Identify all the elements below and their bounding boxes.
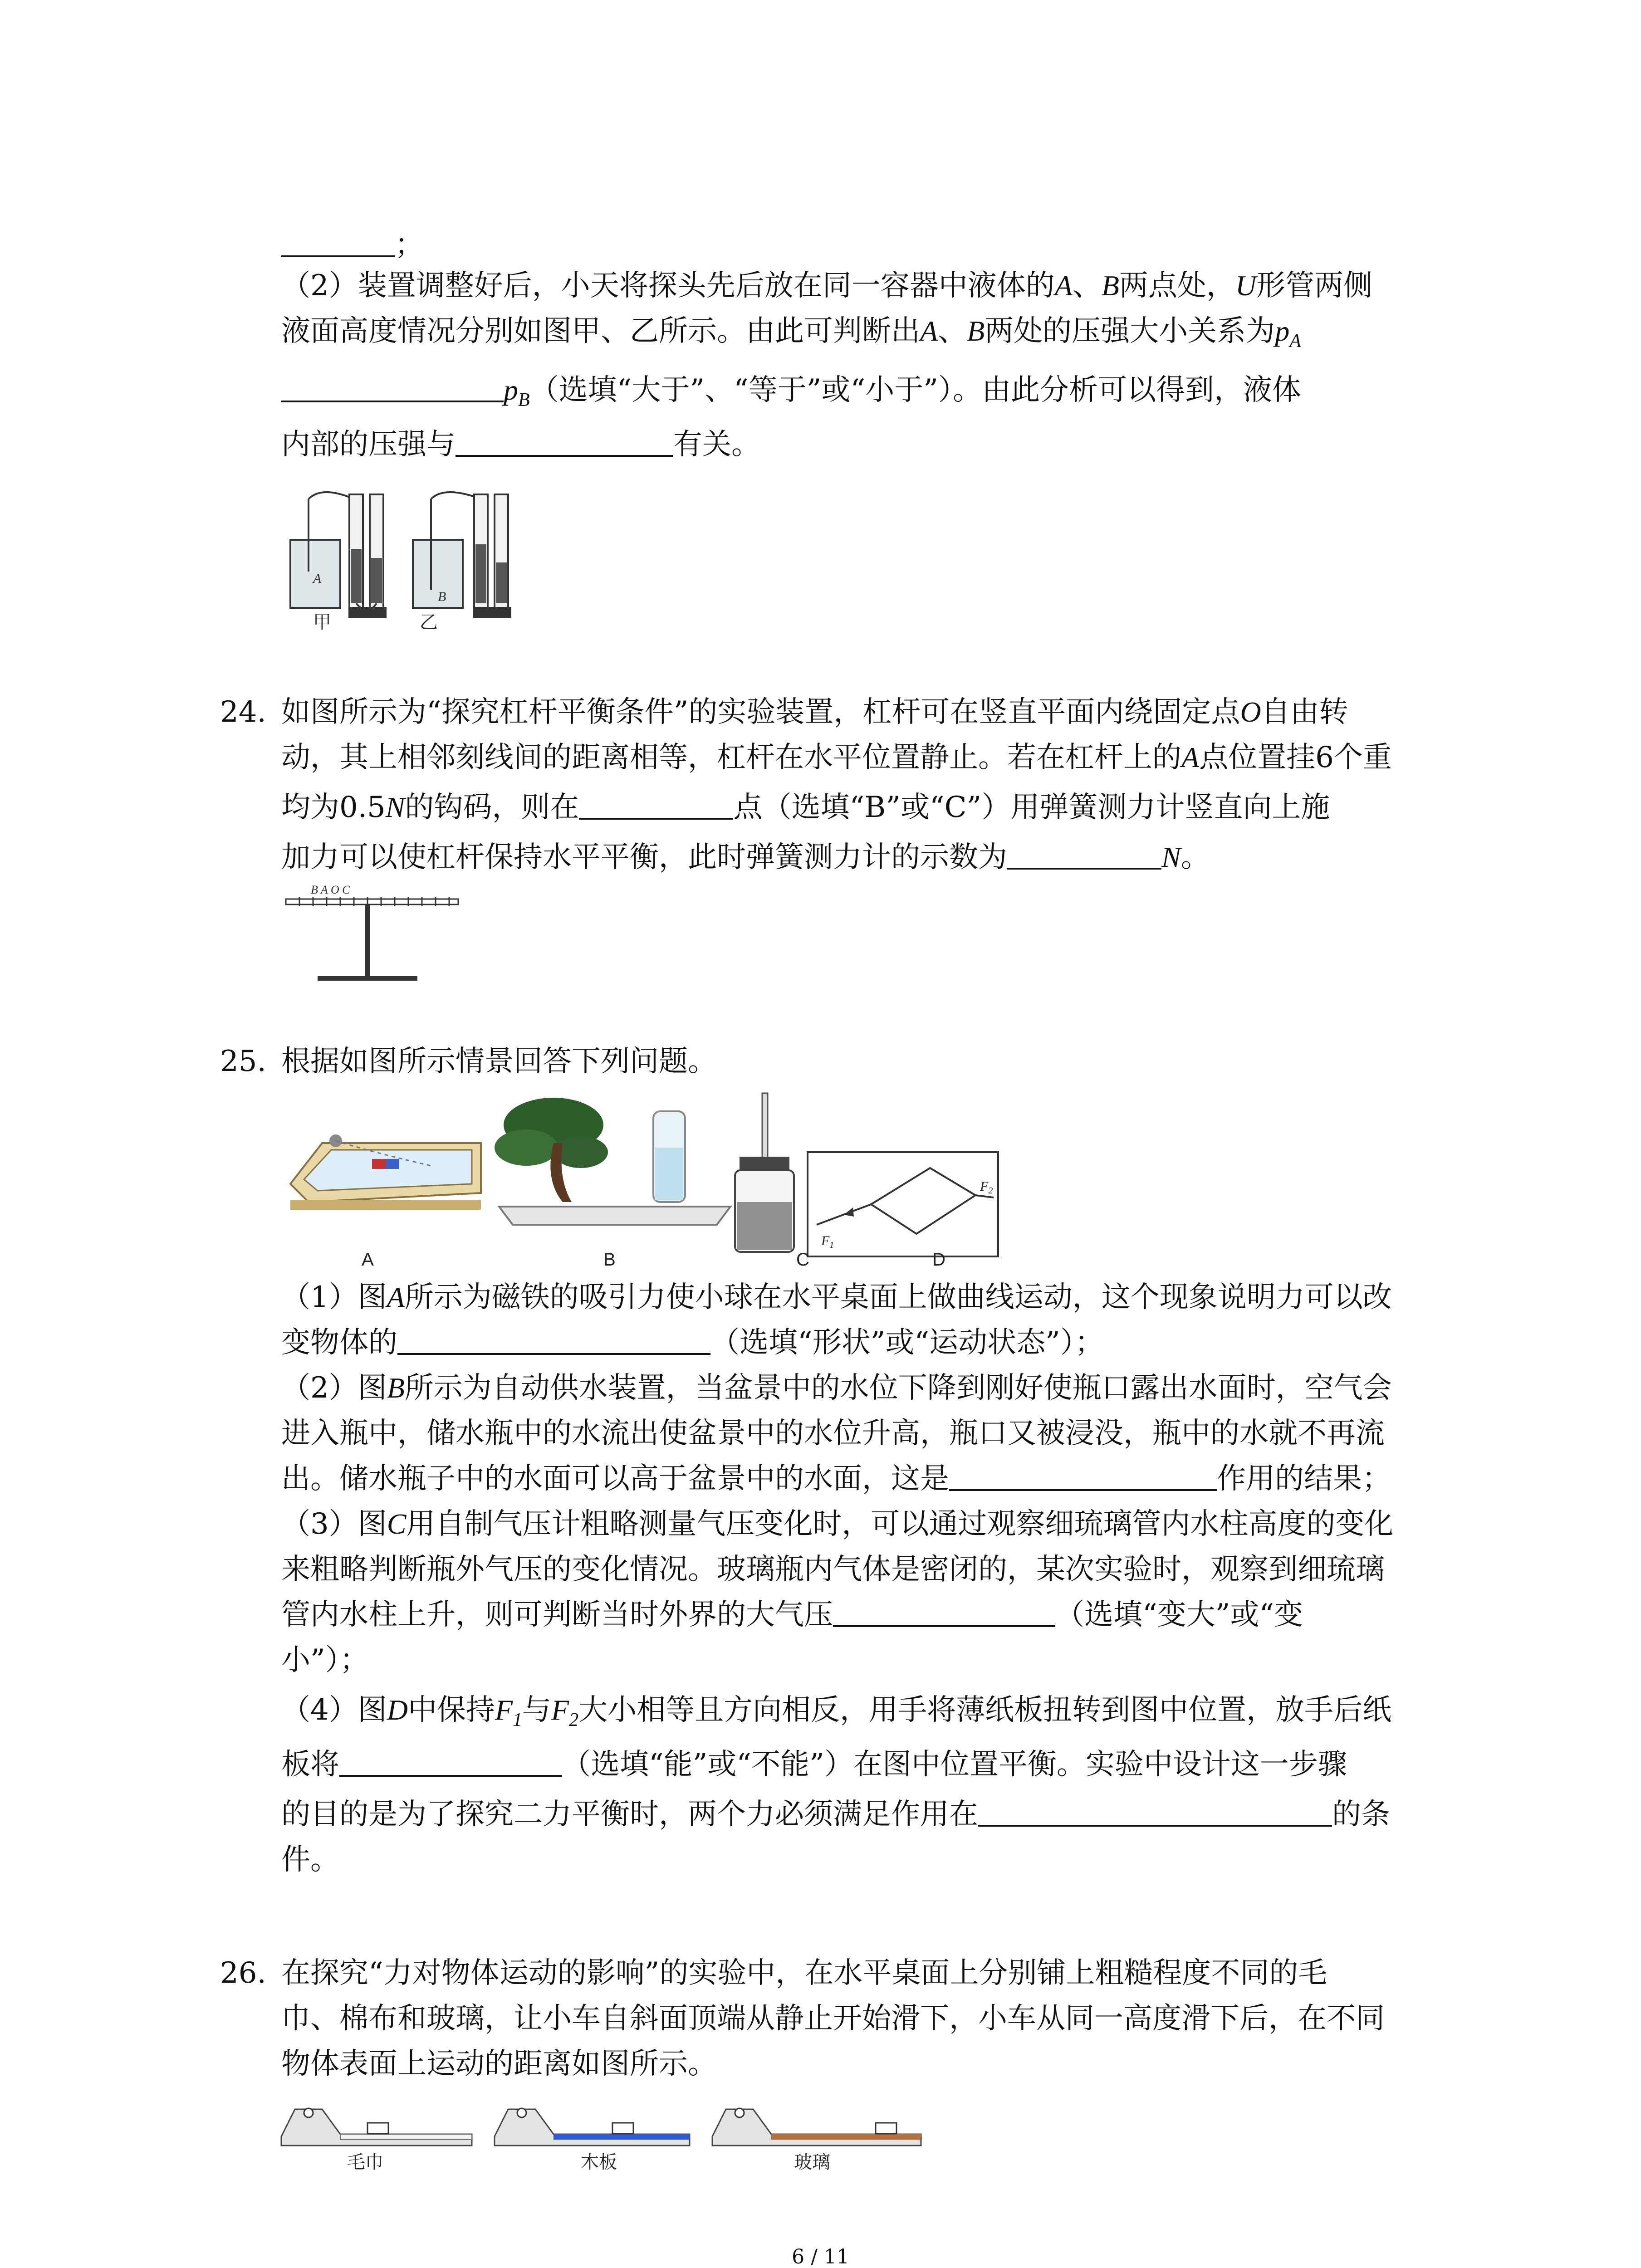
q23-line3: 液面高度情况分别如图甲、乙所示。由此可判断出A、B两处的压强大小关系为$p_A$ [281,314,1301,352]
surface-glass [712,2108,921,2146]
q24-number: 24. [220,695,266,729]
q25-p1-line1: （1）图A所示为磁铁的吸引力使小球在水平桌面上做曲线运动，这个现象说明力可以改 [281,1281,1392,1314]
scene-C [735,1093,794,1252]
q26-number: 26. [220,1956,266,1990]
answer-blank[interactable] [579,791,733,820]
caption-D: D [932,1250,945,1270]
caption-yi: 乙 [420,612,438,632]
answer-blank[interactable] [281,373,504,402]
q25-p3-line1: （3）图C用自制气压计粗略测量气压变化时，可以通过观察细琉璃管内水柱高度的变化 [281,1507,1394,1541]
q24-line4: 加力可以使杠杆保持水平平衡，此时弹簧测力计的示数为 N。 [281,841,1210,874]
q23-line1: ； [281,222,424,268]
q25-p1-line2: 变物体的 （选填“形状”或“运动状态”）； [281,1326,1104,1359]
q25-p4-line3: 的目的是为了探究二力平衡时，两个力必须满足作用在 的条 [281,1798,1390,1831]
q26-line1: 在探究“力对物体运动的影响”的实验中，在水平桌面上分别铺上粗糙程度不同的毛 [281,1956,1327,1990]
caption-glass: 玻璃 [794,2152,830,2172]
scenes-figure [281,1089,1043,1261]
caption-jia: 甲 [313,612,331,632]
scene-B [495,1098,730,1225]
point-A-label: A [313,571,322,586]
answer-blank[interactable] [456,428,673,457]
answer-blank[interactable] [397,1326,710,1355]
q25-p2-line3: 出。储水瓶子中的水面可以高于盆景中的水面，这是 作用的结果； [281,1462,1391,1496]
q23-line2: （2）装置调整好后，小天将探头先后放在同一容器中液体的A、B两点处，U形管两侧 [281,269,1373,303]
page-number: 6 / 11 [792,2245,849,2268]
caption-A: A [362,1250,374,1270]
surface-towel [281,2108,472,2146]
answer-blank[interactable] [281,228,395,257]
caption-towel: 毛巾 [347,2152,383,2172]
q24-line3: 均为0.5N的钩码，则在 点（选填“B”或“C”）用弹簧测力计竖直向上施 [281,791,1330,824]
answer-blank[interactable] [1007,841,1161,870]
scene-D [808,1152,998,1256]
q23-line5: 内部的压强与 有关。 [281,428,760,461]
q25-p3-line3: 管内水柱上升，则可判断当时外界的大气压 （选填“变大”或“变 [281,1598,1303,1632]
answer-blank[interactable] [978,1798,1332,1827]
answer-blank[interactable] [833,1598,1055,1627]
caption-C: C [796,1250,809,1270]
answer-blank[interactable] [339,1748,562,1777]
q23-line4: $p_B$（选填“大于”、“等于”或“小于”）。由此分析可以得到，液体 [281,367,1301,423]
scene-A [290,1134,481,1210]
q24-line1: 如图所示为“探究杠杆平衡条件”的实验装置，杠杆可在竖直平面内绕固定点O自由转 [281,695,1348,729]
caption-B: B [603,1250,616,1270]
lever-figure [277,880,467,989]
q26-line2: 巾、棉布和玻璃，让小车自斜面顶端从静止开始滑下，小车从同一高度滑下后，在不同 [281,2002,1385,2035]
q25-p3-line4: 小”）； [281,1643,369,1677]
q25-p4-line4: 件。 [281,1843,339,1877]
F2-label: $F_2$ [980,1179,993,1196]
lever-labels: B A O C [311,883,350,896]
q26-line3: 物体表面上运动的距离如图所示。 [281,2047,717,2081]
answer-blank[interactable] [949,1462,1217,1491]
q25-title: 根据如图所示情景回答下列问题。 [281,1045,717,1078]
q25-p4-line1: （4）图D中保持$F_1$与$F_2$大小相等且方向相反，用手将薄纸板扭转到图中位置，放手后纸 [281,1693,1392,1730]
F1-label: $F_1$ [821,1233,834,1250]
q24-line2: 动，其上相邻刻线间的距离相等，杠杆在水平位置静止。若在杠杆上的A点位置挂6个重 [281,741,1392,774]
q25-p3-line2: 来粗略判断瓶外气压的变化情况。玻璃瓶内气体是密闭的，某次实验时，观察到细琉璃 [281,1553,1385,1586]
q25-number: 25. [220,1045,266,1078]
surface-wood [495,2108,690,2146]
point-B-label: B [438,589,446,604]
q25-p2-line1: （2）图B所示为自动供水装置，当盆景中的水位下降到刚好使瓶口露出水面时，空气会 [281,1371,1392,1405]
caption-wood: 木板 [581,2152,617,2172]
q25-p2-line2: 进入瓶中，储水瓶中的水流出使盆景中的水位升高，瓶口又被浸没，瓶中的水就不再流 [281,1417,1385,1450]
q25-p4-line2: 板将 （选填“能”或“不能”）在图中位置平衡。实验中设计这一步骤 [281,1748,1347,1781]
